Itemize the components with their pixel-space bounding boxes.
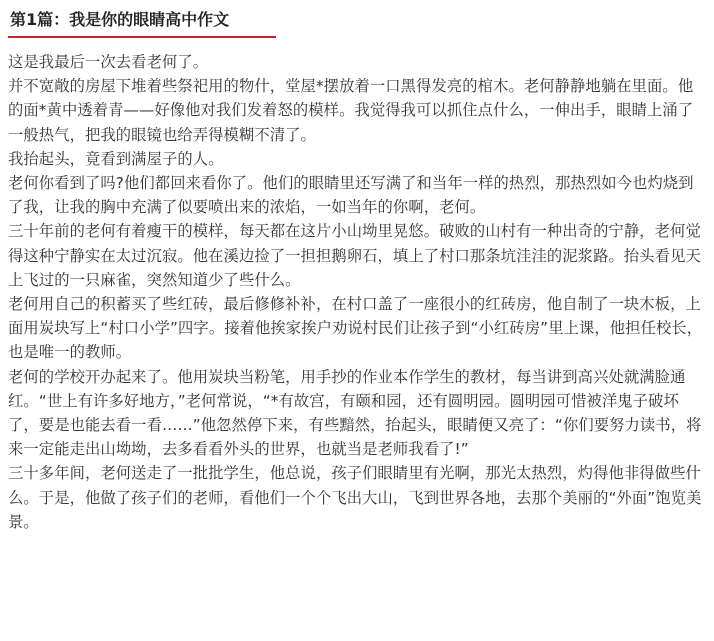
title-underline <box>8 36 276 38</box>
paragraph-7: 老何的学校开办起来了。他用炭块当粉笔，用手抄的作业本作学生的教材，每当讲到高兴处就满脸通红。“世上有许多好地方，”老何常说，“*有故宫，有颐和园，还有圆明园。圆明园可惜被洋鬼子破坏了，要是也能去看一看……”他忽然停下来，有些黯然，抬起头，眼睛便又亮了：“你们要努力读书，将来一定能走出山坳坳，去多看看外头的世界，也就当是老师我看了!” <box>8 367 702 459</box>
article-body <box>8 50 708 534</box>
paragraph-4: 老何你看到了吗?他们都回来看你了。他们的眼睛里还写满了和当年一样的热烈，那热烈如今也灼烧到了我，让我的胸中充满了似要喷出来的浓焰，一如当年的你啊，老何。 <box>8 174 694 217</box>
paragraph-8: 三十多年间，老何送走了一批批学生，他总说，孩子们眼睛里有光啊，那光太热烈，灼得他非得做些什么。于是，他做了孩子们的老师，看他们一个个飞出大山，飞到世界各地，去那个美丽的“外面”饱览美景。 <box>8 464 702 531</box>
paragraph-6: 老何用自己的积蓄买了些红砖，最后修修补补，在村口盖了一座很小的红砖房，他自制了一块木板，上面用炭块写上“村口小学”四字。接着他挨家挨户劝说村民们让孩子到“小红砖房”里上课，他担任校长，也是唯一的教师。 <box>8 295 703 362</box>
paragraph-3: 我抬起头，竟看到满屋子的人。 <box>8 149 224 168</box>
article-title-block <box>8 6 276 40</box>
paragraph-1: 这是我最后一次去看老何了。 <box>8 53 209 71</box>
paragraph-2: 并不宽敞的房屋下堆着些祭祀用的物什，堂屋*摆放着一口黑得发亮的棺木。老何静静地躺在里面。他的面*黄中透着青——好像他对我们发着怒的模样。我觉得我可以抓住点什么，一伸出手，眼睛上涌了一般热气，把我的眼镜也给弄得模糊不清了。 <box>8 77 694 144</box>
paragraph-5: 三十年前的老何有着瘦干的模样，每天都在这片小山坳里晃悠。破败的山村有一种出奇的宁静，老何觉得这种宁静实在太过沉寂。他在溪边捡了一担担鹅卵石，填上了村口那条坑洼洼的泥浆路。抬头看见天上飞过的一只麻雀，突然知道少了些什么。 <box>8 222 701 289</box>
article-title: 第1篇：我是你的眼睛高中作文 <box>10 10 230 29</box>
